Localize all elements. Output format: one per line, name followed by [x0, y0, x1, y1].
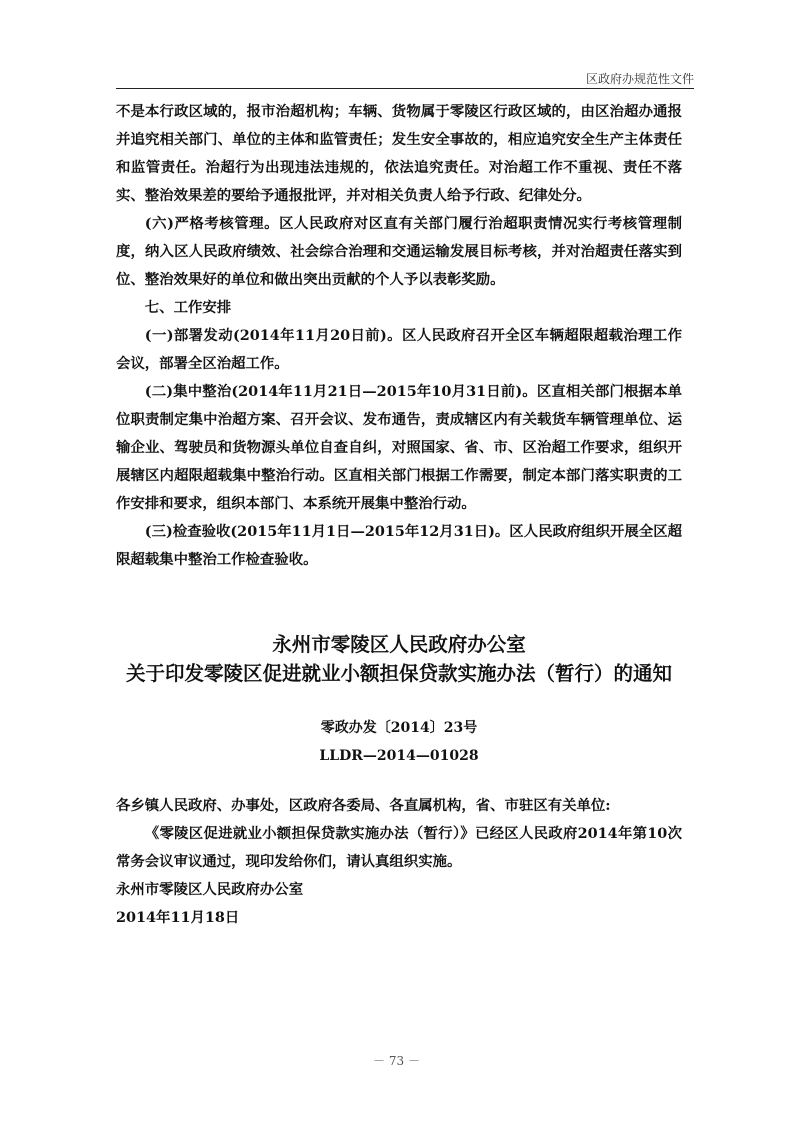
notice-title-line2: 关于印发零陵区促进就业小额担保贷款实施办法（暂行）的通知 — [125, 662, 672, 685]
continued-paragraph: 不是本行政区域的，报市治超机构；车辆、货物属于零陵区行政区域的，由区治超办通报并追究相关部门、单位的主体和监管责任；发生安全事故的，相应追究安全生产主体责任和监管责任。治超行为出现违法违规的，依法追究责任。对治超工作不重视、责任不落实、整治效果差的要给予通报批评，并对相关负责人给予行政、纪律处分。 — [116, 103, 682, 204]
document-number: 零政办发〔2014〕23号 — [320, 720, 478, 736]
page-number: － 73 － — [373, 1054, 420, 1068]
recipients: 各乡镇人民政府、办事处，区政府各委局、各直属机构，省、市驻区有关单位: — [116, 797, 611, 814]
section-gap — [116, 574, 682, 630]
issuer-signature: 永州市零陵区人民政府办公室 — [116, 881, 304, 898]
page-body — [116, 98, 682, 932]
notice-body: 《零陵区促进就业小额担保贷款实施办法（暂行）》已经区人民政府2014年第10次常务会议审议通过，现印发给你们，请认真组织实施。 — [116, 825, 682, 870]
title-gap — [116, 688, 682, 714]
running-header: 区政府办规范性文件 — [585, 72, 694, 86]
work-item-two: (二)集中整治(2014年11月21日—2015年10月31日前)。区直相关部门根据本单位职责制定集中治超方案、召开会议、发布通告，责成辖区内有关载货车辆管理单位、运输企业、驾驶员和货物源头单位自查自纠，对照国家、省、市、区治超工作要求，组织开展辖区内超限超载集中整治行动。区直相关部门根据工作需要，制定本部门落实职责的工作安排和要求，组织本部门、本系统开展集中整治行动。 — [116, 383, 682, 512]
header-rule — [116, 88, 694, 89]
registration-number: LLDR—2014—01028 — [319, 748, 479, 764]
paragraph-six: (六)严格考核管理。区人民政府对区直有关部门履行治超职责情况实行考核管理制度，纳入区人民政府绩效、社会综合治理和交通运输发展目标考核，并对治超责任落实到位、整治效果好的单位和做出突出贡献的个人予以表彰奖励。 — [116, 215, 682, 288]
issue-date: 2014年11月18日 — [116, 909, 240, 926]
work-item-three: (三)检查验收(2015年11月1日—2015年12月31日)。区人民政府组织开展全区超限超载集中整治工作检查验收。 — [116, 523, 682, 568]
docno-gap — [116, 770, 682, 792]
section-heading-seven: 七、工作安排 — [144, 299, 232, 316]
work-item-one: (一)部署发动(2014年11月20日前)。区人民政府召开全区车辆超限超载治理工作会议，部署全区治超工作。 — [116, 327, 682, 372]
notice-title-line1: 永州市零陵区人民政府办公室 — [272, 633, 526, 656]
